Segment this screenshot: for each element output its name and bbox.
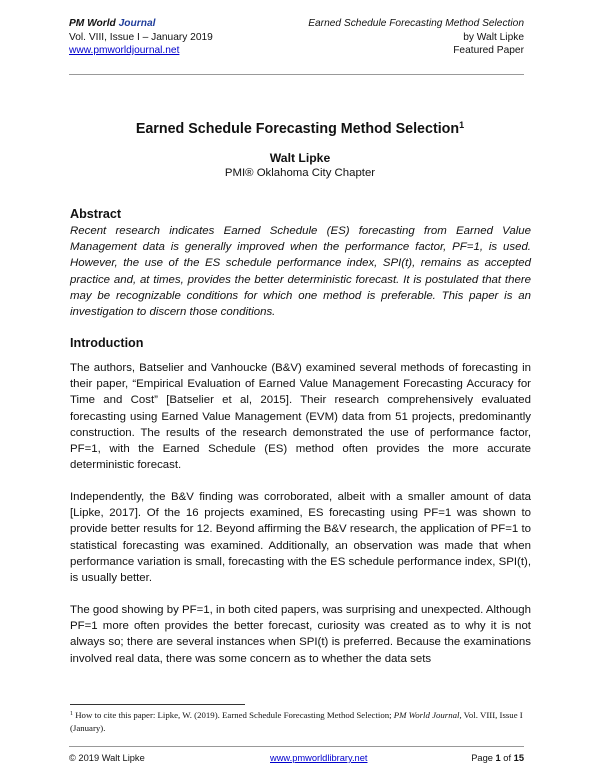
footnote: $^1$ How to cite this paper: Lipke, W. (2019). Earned Schedule Forecasting Method Selection; PM World Journal, Vol. VIII, Issue I (January). <box>70 710 523 733</box>
introduction-heading: Introduction <box>70 336 144 350</box>
header-divider <box>69 74 524 75</box>
footer-divider <box>69 746 524 747</box>
intro-paragraph-1: The authors, Batselier and Vanhoucke (B&V) examined several methods of forecasting in their paper, “Empirical Evaluation of Earned Value Management Forecasting Accuracy for Time and Cost” [Batselier et al, 2015]. Their research comprehensively evaluated forecasting using Earned Value Management (EVM) data from 51 projects, predominantly construction. The results of the research demonstrated the use of performance factor, PF=1, with the Earned Schedule (ES) method often provides the more accurate deterministic forecast. <box>70 362 531 472</box>
header-byline: by Walt Lipke <box>463 31 524 43</box>
journal-issue: Vol. VIII, Issue I – January 2019 <box>69 31 213 43</box>
journal-website-link[interactable]: www.pmworldjournal.net <box>69 45 180 56</box>
header-left <box>69 17 213 58</box>
article-title: Earned Schedule Forecasting Method Selection$^1$ <box>135 120 465 137</box>
footer-website-link[interactable]: www.pmworldlibrary.net <box>270 753 368 763</box>
article-author: Walt Lipke <box>269 151 331 165</box>
header-right <box>308 17 524 58</box>
title-footnote-mark[interactable]: 1 <box>459 120 465 130</box>
abstract-heading: Abstract <box>70 207 122 221</box>
footnote-journal: PM World Journal <box>393 710 460 720</box>
footnote-divider <box>70 704 245 705</box>
footnote-mark: 1 <box>70 711 73 717</box>
intro-paragraph-3: The good showing by PF=1, in both cited papers, was surprising and unexpected. Although PF=1 more often provides the better forecast, curiosity was created as to why it is not always so; there are several instances when SPI(t) is preferred. Because the examinations involved real data, there was some concern as to whether the data sets <box>70 604 531 665</box>
intro-paragraph-2: Independently, the B&V finding was corroborated, albeit with a smaller amount of data [Lipke, 2017]. Of the 16 projects examined, ES forecasting using PF=1 was shown to provide better results for 12. Beyond affirming the B&V research, the application of PF=1 to statistical forecasting was examined. Additionally, an observation was made that when performance variation is small, forecasting with the ES schedule performance index, SPI(t), is usually better. <box>70 491 531 585</box>
header-section: Featured Paper <box>453 45 524 56</box>
footer-copyright: © 2019 Walt Lipke <box>69 753 145 763</box>
journal-name: PM World Journal <box>69 18 156 29</box>
article-affiliation: PMI® Oklahoma City Chapter <box>224 167 376 179</box>
footer-page-number: Page 1 of 15 <box>471 753 524 763</box>
abstract-text: Recent research indicates Earned Schedule (ES) forecasting from Earned Value Management data is generally improved when the performance factor, PF=1, is used. However, the use of the ES schedule performance index, SPI(t), remains as accepted practice and, at times, provides the better deterministic forecast. It is postulated that there may be recognizable conditions for which one method is preferable. This paper is an investigation to discern those conditions. <box>70 225 531 319</box>
header-article-title: Earned Schedule Forecasting Method Selection <box>308 18 524 29</box>
